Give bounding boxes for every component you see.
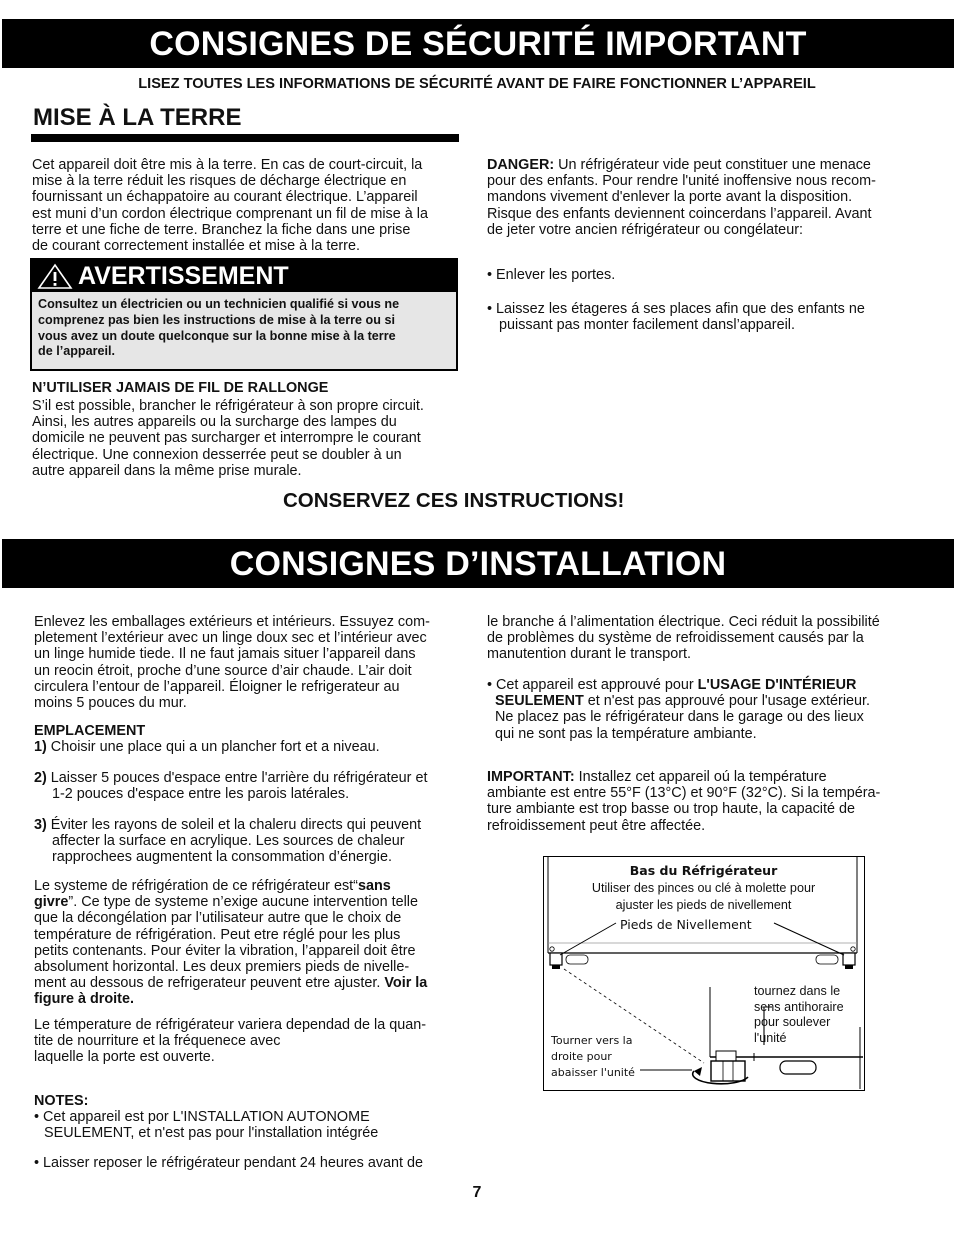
text-line: que la décongélation par l’utilisateur autre que le choix de xyxy=(34,910,402,927)
text-line: pour des enfants. Pour rendre l'unité inoffensive nous recom- xyxy=(487,173,876,190)
text-line: Enlevez les emballages extérieurs et intérieurs. Essuyez com- xyxy=(34,614,430,630)
text-line xyxy=(34,817,474,833)
text-line: un reocin étroit, proche d’une source d’air chaude. L’air doit xyxy=(34,662,412,679)
note-2: • Laisser reposer le réfrigérateur pendant 24 heures avant de xyxy=(34,1155,424,1171)
text-line: domicile ne peuvent pas surcharger et interrompre le courant xyxy=(32,430,421,447)
grounding-underline xyxy=(31,134,459,142)
danger-paragraph xyxy=(487,157,927,238)
text-line: Ainsi, les autres appareils ou la surcharge des lampes du xyxy=(32,414,397,431)
text-line xyxy=(487,157,927,173)
step-number: 1) xyxy=(34,739,47,755)
text-line xyxy=(487,693,932,709)
feet-label: Pieds de Nivellement xyxy=(620,917,752,932)
text-line xyxy=(34,770,474,786)
note-1 xyxy=(34,1109,474,1141)
text-line xyxy=(34,878,474,894)
text-line: pletement l’extérieur avec un linge doux sec et l’intérieur avec xyxy=(34,630,427,647)
text-line: • Cet appareil est por L'INSTALLATION AUTONOME xyxy=(34,1109,370,1125)
notes-heading: NOTES: xyxy=(34,1093,89,1109)
text-line: absolument horizontal. Les deux premiers pieds de nivelle- xyxy=(34,959,410,976)
text-line: qui ne sont pas la température ambiante. xyxy=(495,725,757,742)
warning-header xyxy=(32,260,456,292)
text-line: Cet appareil doit être mis à la terre. En cas de court-circuit, la xyxy=(32,157,423,173)
text-line: Risque des enfants deviennent coincerdans l’appareil. Avant xyxy=(487,205,872,222)
emplacement-heading: EMPLACEMENT xyxy=(34,723,146,739)
text-line: SEULEMENT, et n'est pas pour l'installation intégrée xyxy=(44,1125,379,1142)
install-intro xyxy=(34,614,474,711)
page-number: 7 xyxy=(472,1184,482,1201)
text-line xyxy=(34,894,474,910)
step-number: 2) xyxy=(34,770,47,786)
frost-post: ”. Ce type de systeme n’exige aucune intervention telle xyxy=(68,894,418,911)
warning-box xyxy=(30,258,458,371)
grounding-paragraph xyxy=(32,157,472,254)
text-line: ture ambiante est trop basse ou trop haute, la capacité de xyxy=(487,801,855,818)
frost-bold: Voir la xyxy=(384,975,428,992)
raise-instruction xyxy=(754,984,844,1046)
text-line: l'unité xyxy=(754,1030,787,1045)
text-line: moins 5 pouces du mur. xyxy=(34,695,187,712)
text-line: de courant correctement installée et mise à la terre. xyxy=(32,238,360,255)
leveling-feet-figure xyxy=(543,856,865,1091)
text-line: Consultez un électricien ou un technicien qualifié si vous ne xyxy=(38,297,400,311)
danger-first: Un réfrigérateur vide peut constituer une menace xyxy=(554,157,871,173)
step-1 xyxy=(34,739,474,755)
grounding-heading: MISE À LA TERRE xyxy=(33,104,242,131)
frost-free-paragraph xyxy=(34,878,474,1008)
text-line: affecter la surface en acrylique. Les sources de chaleur xyxy=(52,833,405,850)
conserve-instructions: CONSERVEZ CES INSTRUCTIONS! xyxy=(283,489,625,512)
warning-text xyxy=(32,292,456,360)
text-line xyxy=(487,769,932,785)
text-line: petits contenants. Pour éviter la vibration, l’appareil doit être xyxy=(34,942,416,959)
install-right-paragraph xyxy=(487,614,927,663)
text-line: mandons vivement d'enlever la porte avant la disposition. xyxy=(487,189,853,206)
text-line: vous avez un doute quelconque sur la bonne mise à la terre xyxy=(38,328,396,343)
extension-paragraph xyxy=(32,398,472,479)
text-line: refroidissement peut être affectée. xyxy=(487,817,706,834)
text-line: ambiante est entre 55°F (13°C) et 90°F (32°C). Si la tempéra- xyxy=(487,785,881,802)
temperature-paragraph xyxy=(34,1017,474,1066)
text-line: pour soulever xyxy=(754,1015,831,1030)
text-line: figure à droite. xyxy=(34,991,134,1008)
text-line: S’il est possible, brancher le réfrigérateur à son propre circuit. xyxy=(32,398,424,414)
text-line: de problèmes du système de refroidissement causés par la xyxy=(487,630,864,647)
text-line: de jeter votre ancien réfrigérateur ou congélateur: xyxy=(487,221,803,238)
step-text: Choisir une place qui a un plancher fort et a niveau. xyxy=(46,739,380,755)
text-line: de l’appareil. xyxy=(38,344,115,359)
text-line: rapprochees augmentent la consommation d’énergie. xyxy=(52,849,392,866)
step-2 xyxy=(34,770,474,802)
text-line: autre appareil dans la même prise murale. xyxy=(32,462,302,479)
indoor-bold: SEULEMENT xyxy=(495,693,584,710)
safety-banner: CONSIGNES DE SÉCURITÉ IMPORTANT xyxy=(2,19,954,68)
text-line: est muni d’un cordon électrique comprenant un fil de mise à la xyxy=(32,205,428,222)
frost-last: ment au dessous de refrigerateur peuvent etre ajuster. xyxy=(34,975,385,992)
lower-instruction xyxy=(551,1033,635,1081)
text-line: un linge humide tiede. Il ne faut jamais situer l’appareil dans xyxy=(34,646,416,663)
danger-bullet-2 xyxy=(487,301,927,333)
text-line: comprenez pas bien les instructions de mise à la terre ou si xyxy=(38,312,395,327)
danger-bullet-1: • Enlever les portes. xyxy=(487,267,616,283)
step-text: Laisser 5 pouces d'espace entre l'arrière du réfrigérateur et xyxy=(46,770,428,786)
text-line: • Laissez les étageres á ses places afin que des enfants ne xyxy=(487,301,865,317)
text-line: terre et une fiche de terre. Branchez la fiche dans une prise xyxy=(32,221,411,238)
indoor-post: et n'est pas approuvé pour l'usage extérieur. xyxy=(583,693,871,710)
text-line: 1-2 pouces d'espace entre les parois latérales. xyxy=(52,786,350,803)
danger-label: DANGER: xyxy=(487,157,555,173)
important-first: Installez cet appareil oú la température xyxy=(574,769,827,785)
text-line: Ne placez pas le réfrigérateur dans le garage ou des lieux xyxy=(495,709,864,726)
text-line: électrique. Une connexion desserrée peut se doubler à un xyxy=(32,446,402,463)
warning-title: AVERTISSEMENT xyxy=(78,261,289,290)
indoor-use-bullet xyxy=(487,677,932,742)
safety-subtitle: LISEZ TOUTES LES INFORMATIONS DE SÉCURITÉ AVANT DE FAIRE FONCTIONNER L’APPAREIL xyxy=(138,76,816,92)
install-banner: CONSIGNES D’INSTALLATION xyxy=(2,539,954,588)
text-line: abaisser l'unité xyxy=(551,1066,635,1079)
text-line: laquelle la porte est ouverte. xyxy=(34,1049,215,1066)
text-line xyxy=(34,975,474,991)
text-line: tournez dans le xyxy=(754,984,841,998)
extension-heading: N’UTILISER JAMAIS DE FIL DE RALLONGE xyxy=(32,380,329,396)
frost-bold: givre xyxy=(34,894,69,911)
step-3 xyxy=(34,817,474,866)
text-line: sens antihoraire xyxy=(754,999,844,1014)
text-line: fournissant un échappatoire au courant électrique. L’appareil xyxy=(32,189,418,206)
frost-pre: Le systeme de réfrigération de ce réfrigérateur est“ xyxy=(34,878,358,894)
text-line: le branche á l’alimentation électrique. Ceci réduit la possibilité xyxy=(487,614,880,630)
figure-title: Bas du Réfrigérateur xyxy=(629,863,778,878)
step-text: Éviter les rayons de soleil et la chaleru directs qui peuvent xyxy=(46,817,422,833)
text-line: circulera l’entour de l’appareil. Éloigner le refrigerateur au xyxy=(34,678,400,695)
text-line: température de réfrigération. Peut etre réglé pour les plus xyxy=(34,926,401,943)
indoor-pre: • Cet appareil est approuvé pour xyxy=(487,677,698,693)
text-line: tite de nourriture et la fréquenece avec xyxy=(34,1033,281,1050)
text-line: mise à la terre réduit les risques de décharge électrique en xyxy=(32,173,407,190)
text-line: Le témperature de réfrigérateur variera dependad de la quan- xyxy=(34,1017,426,1033)
step-number: 3) xyxy=(34,817,47,833)
text-line: manutention durant le transport. xyxy=(487,646,691,663)
warning-triangle-icon xyxy=(36,262,74,290)
text-line: Utiliser des pinces ou clé à molette pour xyxy=(591,881,816,895)
text-line: Tourner vers la xyxy=(551,1034,633,1047)
frost-bold: sans xyxy=(357,878,391,894)
text-line: puissant pas monter facilement dansl’appareil. xyxy=(499,317,795,334)
figure-caption xyxy=(544,880,863,914)
important-label: IMPORTANT: xyxy=(487,769,575,785)
important-paragraph xyxy=(487,769,932,834)
indoor-bold: L'USAGE D'INTÉRIEUR xyxy=(697,677,857,693)
text-line: droite pour xyxy=(551,1050,612,1063)
text-line xyxy=(487,677,932,693)
text-line: ajuster les pieds de nivellement xyxy=(615,898,792,912)
